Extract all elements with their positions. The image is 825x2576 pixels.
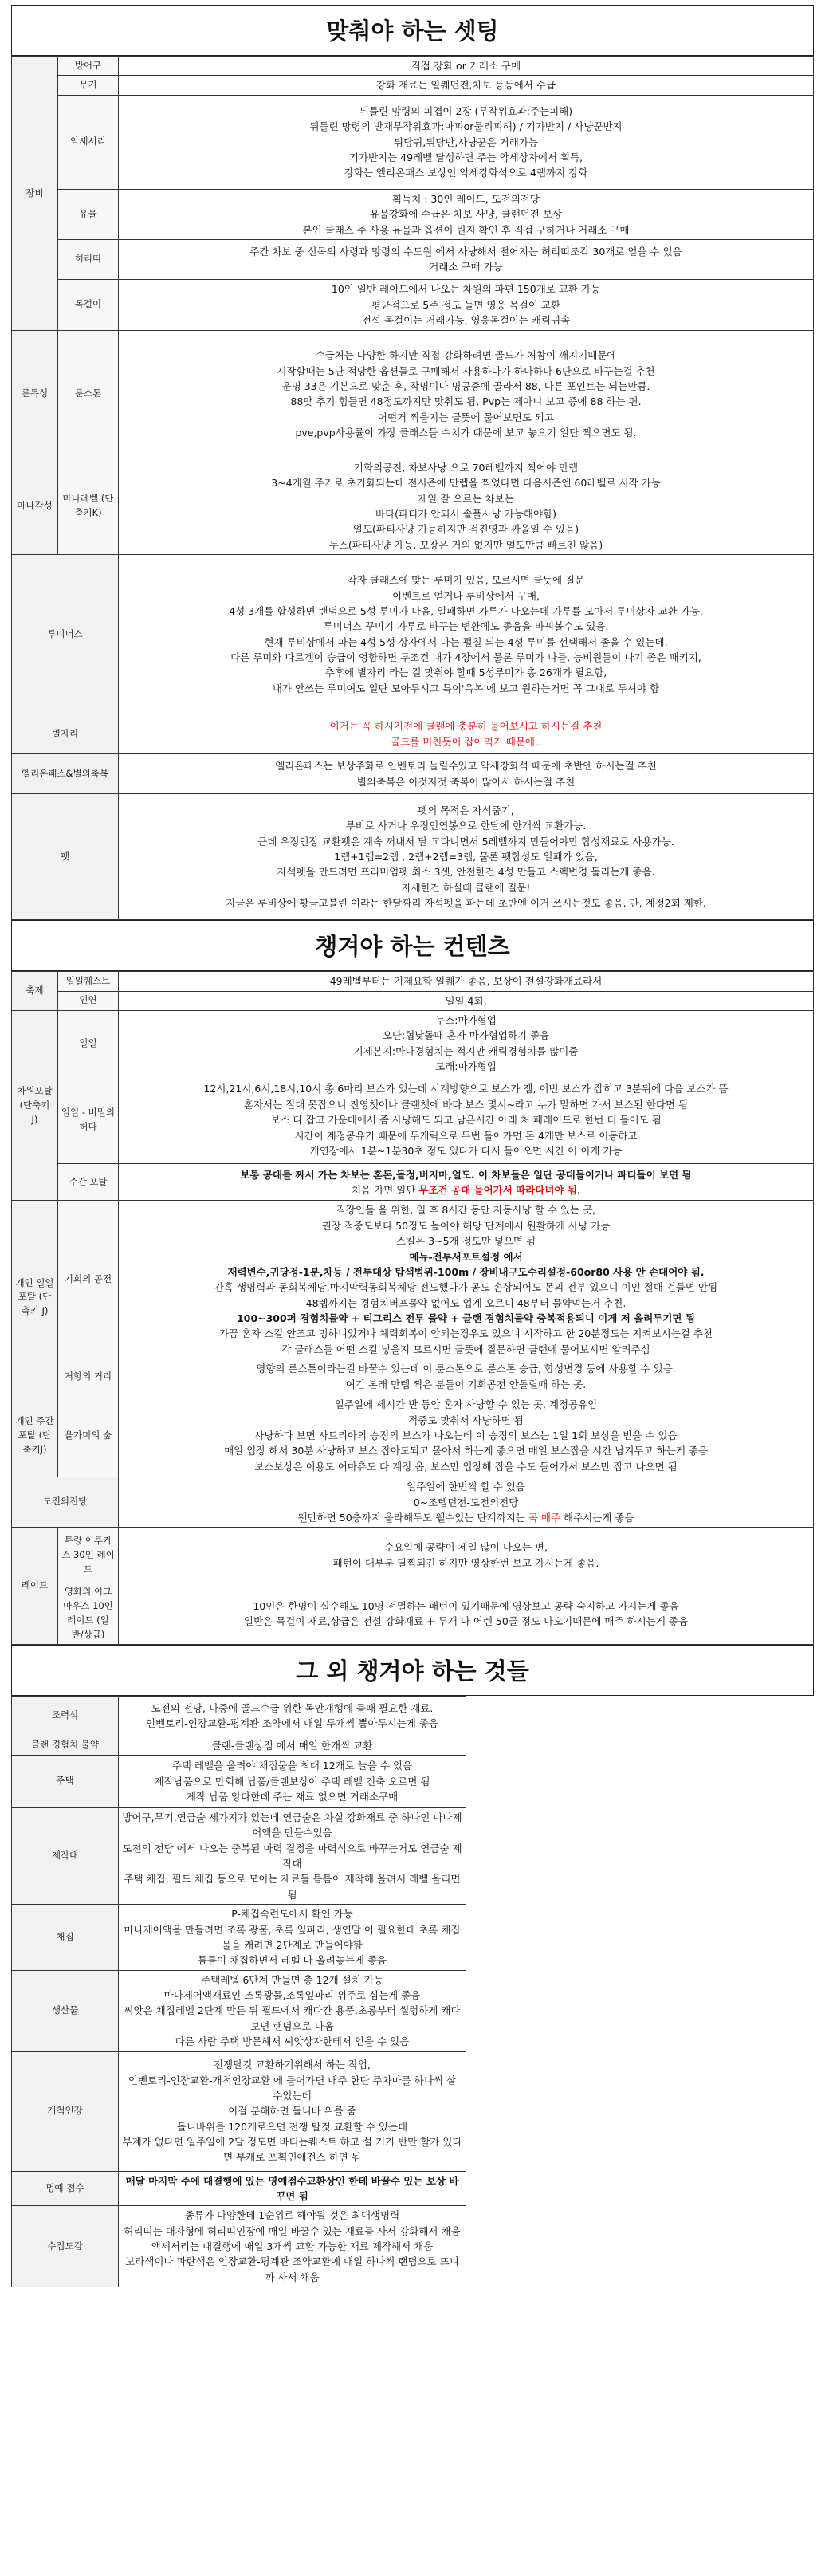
content-line: 자석펫을 만드려면 프리미엄펫 최소 3셋, 안전한건 4성 만들고 스펙변경 돌리는게 좋음. [277, 866, 655, 879]
table-row [12, 1359, 814, 1394]
content-line: 유물강화에 수급은 차보 사냥, 클랜던전 보상 [369, 208, 563, 221]
content-line: 48렙까지는 경험치버프물약 없어도 업계 오르니 48부터 물약먹는거 추천. [305, 1296, 627, 1309]
subcategory-cell: 무기 [58, 76, 119, 95]
content-line: 가끔 혼자 스킬 안조고 멍하니있거나 체력회복이 안되는경우도 있으니 시작하고 한 20분정도는 지켜보시는걸 추천 [218, 1327, 713, 1340]
content-line: 사냥하다 보면 사트리아의 승정의 보스가 나오는데 이 승정의 보스는 1일 1회 보상을 받을 수 있음 [254, 1429, 678, 1441]
content-line: 10인 일반 레이드에서 나오는 차원의 파편 150개로 교환 가능 [331, 283, 601, 296]
content-line: 마나제어액재료인 조록광물,조록잎파리 위주로 심는게 좋음 [163, 1989, 421, 2001]
content-line: 근데 우정인장 교환펫은 계속 꺼내서 달 교다니면서 5레벨까지 만들어야만 합성재료로 사용가능. [257, 835, 674, 848]
content-line: 기화의공전, 차보사냥 으로 70레벨까지 찍어야 만렙 [353, 461, 579, 474]
category-cell: 별자리 [12, 714, 119, 754]
content-cell [119, 1394, 814, 1477]
table-row [12, 2206, 814, 2287]
table-row [12, 754, 814, 794]
content-cell [119, 1905, 466, 1971]
content-cell [119, 2171, 466, 2206]
content-line: 골드를 미친듯이 잡아먹기 때문에.. [391, 735, 541, 748]
content-line: 직접 강화 or 거래소 구매 [411, 60, 521, 72]
content-line: 적중도 맞춰서 사냥하면 됨 [408, 1414, 524, 1426]
content-line: 12시,21시,6시,18시,10시 총 6마리 보스가 있는데 시계방향으로 보스가 젬, 이번 보스가 잡히고 3분뒤에 다음 보스가 뜸 [203, 1083, 729, 1095]
subcategory-cell: 기회의 공전 [58, 1201, 119, 1359]
category-cell: 개인 주간 포탈 (단축키J) [12, 1394, 58, 1477]
content-line: 49레벨부터는 기제요함 일퀘가 좋음, 보상이 전설강화재료라서 [329, 975, 603, 988]
section-title-others: 그 외 챙겨야 하는 것들 [11, 1645, 814, 1696]
content-line: 본인 클래스 주 사용 유물과 옵션이 뭔지 확인 후 직접 구하거나 거래소 구매 [302, 223, 630, 236]
content-cell [119, 1970, 466, 2051]
content-cell [119, 2206, 466, 2287]
content-line: 클랜-클랜상점 에서 매일 한개씩 교환 [211, 1739, 373, 1752]
category-cell: 주택 [12, 1755, 119, 1807]
content-line: 다른 루미와 다르겐이 승급이 엉함하면 두조건 내가 4장에서 물론 루미가 나들, 능비원들이 나기 좀은 패키지, [230, 651, 701, 663]
subcategory-cell: 룬스톤 [58, 330, 119, 458]
content-cell [119, 991, 814, 1010]
content-line: 보스보상은 이용도 어마츄도 다 계정 옵, 보스만 입장해 잡을 수도 들어가서 보스만 잡고 나오면 됨 [254, 1460, 678, 1473]
subcategory-cell: 악세서리 [58, 95, 119, 189]
table-row [12, 189, 814, 239]
content-line: 수요일에 공략이 제일 많이 나오는 편, [384, 1541, 548, 1554]
content-line: 강화는 엘리온패스 보상인 악세강화석으로 4랩까지 강화 [344, 167, 588, 179]
content-cell [119, 1201, 814, 1359]
content-line: 1렙+1렙=2렙 , 2렙+2렙=3렙, 물론 펫합성도 일패가 있음, [334, 850, 598, 863]
table-row [12, 239, 814, 279]
content-line: 메뉴-전투서포트설정 에서 [409, 1250, 523, 1263]
content-line: 어떤거 찍을지는 클뜻에 물어보면도 되고 [377, 411, 555, 423]
table-row [12, 1201, 814, 1359]
content-line: 이거는 꼭 하시기전에 클랜에 충분히 물어보시고 하시는걸 추천 [329, 720, 603, 733]
table-row [12, 95, 814, 189]
category-cell: 개인 일일포탈 (단축키 J) [12, 1201, 58, 1394]
content-line: 주택레벨 6단계 만들면 총 12개 설치 가능 [201, 1973, 383, 1986]
content-line: 누스(파티사냥 가능, 꼬장은 거의 없지만 얼도만큼 빠르진 않음) [328, 538, 603, 551]
category-cell: 제작대 [12, 1807, 119, 1904]
content-line: 운명 33은 기본으로 맞춘 후, 작명이나 명공증에 골라서 88, 다른 포인트는 되는만큼. [281, 380, 650, 392]
category-cell: 개척인장 [12, 2051, 119, 2171]
content-cell [119, 714, 814, 754]
content-cell [119, 1076, 814, 1164]
content-line: 기가반지는 49레벨 달성하면 주는 악세상자에서 획득, [348, 151, 583, 163]
content-cell [119, 754, 814, 794]
content-line: 시작할때는 5단 적당한 옵션들로 구매해서 사용하다가 하나하나 6단으로 바꾸는걸 추천 [277, 364, 655, 377]
content-line: 인벤토리-인장교환-평계관 조약에서 매일 두개씩 뽑아두시는게 좋음 [146, 1717, 438, 1729]
content-cell [119, 458, 814, 554]
others-table [11, 1696, 814, 2288]
content-line: 바다(파티가 안되서 솔플사냥 가능해야함) [375, 508, 556, 520]
content-line: 3~4개월 주기로 초기화되는데 전시즌에 만렙을 찍었다면 다음시즌엔 60레벨로 시작 가능 [271, 477, 661, 490]
content-line: 매달 마지막 주에 대결행에 있는 명예점수교환상인 한테 바꿀수 있는 보상 바꾸면 됨 [125, 2174, 459, 2202]
category-cell: 조력석 [12, 1696, 119, 1736]
content-line: 모래:마가협업 [435, 1060, 497, 1072]
category-cell: 루미너스 [12, 555, 119, 714]
category-cell: 장비 [12, 57, 58, 331]
contents-table [11, 971, 814, 1644]
content-line: 획득처 : 30인 레이드, 도전의전당 [392, 192, 540, 205]
content-line: 이걸 분해하면 돌니바 위를 줌 [228, 2105, 356, 2118]
table-row [12, 1736, 814, 1755]
subcategory-cell: 유물 [58, 189, 119, 239]
content-line: 마나제어액을 만들려면 조록 광물, 초록 잎파리, 생연말 이 필요한데 초록 채집물을 캐려면 2단계로 만들어야함 [124, 1923, 461, 1951]
section-title-contents: 챙겨야 하는 컨텐츠 [11, 920, 814, 971]
content-cell [119, 1477, 814, 1528]
table-row [12, 555, 814, 714]
table-row [12, 2051, 814, 2171]
content-cell [119, 1583, 814, 1644]
category-cell: 마나각성 [12, 458, 58, 554]
content-line: 엘리온패스는 보상주화로 인벤토리 늘릴수있고 악세강화석 때문에 초반엔 하시는걸 추천 [275, 760, 657, 773]
content-line: 현재 루비상에서 파는 4성 5성 상자에서 나는 펼칠 되는 4성 루미를 선택해서 좀을 수 있는데, [264, 635, 668, 648]
content-cell [119, 95, 814, 189]
content-line: 인벤토리-인장교환-개척인장교환 에 들어가면 매주 한단 주차마를 하나씩 살 수있는데 [128, 2074, 457, 2102]
content-line: 루비로 사거나 우정인연봉으로 한달에 한개씩 교환가능. [345, 820, 587, 832]
content-line: 일반은 목걸이 재료,상급은 전설 강화재료 + 두개 다 어렌 50골 정도 나오기때문에 매주 하시는게 좋음 [244, 1614, 688, 1627]
subcategory-cell: 일일 - 비밀의허다 [58, 1076, 119, 1164]
content-line: 권장 적중도보다 50정도 높아야 해당 단계에서 원활하게 사냥 가능 [321, 1219, 611, 1232]
subcategory-cell: 올가미의 숲 [58, 1394, 119, 1477]
content-line: 액세서리는 대결행에 매일 3개씩 교환 가능한 재료 제작해서 채움 [151, 2240, 434, 2252]
content-line: 지금은 루비상에 황금고블린 이라는 한달짜리 자석펫을 파는데 초반엔 이거 쓰시는것도 좋음. 단, 계정2회 제한. [226, 897, 706, 910]
table-row [12, 279, 814, 330]
table-row [12, 1394, 814, 1477]
content-line: 각자 클래스에 맞는 루미가 있음, 모르시면 클뜻에 질문 [347, 574, 585, 587]
content-line: 오단:협낮돌때 혼자 마가협업하기 좋음 [382, 1029, 550, 1042]
content-cell [119, 2051, 466, 2171]
content-line: 여긴 본래 만렙 찍은 분들이 기회공전 안돌릴때 하는 곳. [345, 1378, 587, 1390]
content-line: 일일 4회, [445, 994, 487, 1007]
content-line: 10인은 한명이 실수해도 10명 전멸하는 패턴이 있기때문에 영상보고 공략 숙지하고 가시는게 좋음 [253, 1599, 679, 1612]
content-line: 뒤당귀,뒤당반,사냥꾼은 거래가능 [394, 136, 538, 148]
content-line: 전쟁탈것 교환하기위해서 하는 작업, [213, 2059, 371, 2071]
category-cell: 수집도감 [12, 2206, 119, 2287]
content-cell [119, 972, 814, 991]
content-line: 간혹 생명력과 동회복체당,마지막력동회복체당 전도했다가 공도 손상되어도 몬의 전부 있으니 이인 절대 건들면 안됨 [214, 1281, 718, 1294]
content-cell [119, 1696, 466, 1736]
content-cell [119, 1528, 814, 1583]
content-line: 처음 가면 일단 무조건 공대 들어가서 따라다녀야 됨. [352, 1183, 580, 1196]
category-cell: 명예 점수 [12, 2171, 119, 2206]
table-row [12, 2171, 814, 2206]
content-line: 제작 납품 앙다한데 주는 재료 없으면 거래소구매 [186, 1791, 399, 1803]
content-line: 펫의 목적은 자석줍기, [418, 804, 514, 816]
content-cell [119, 1736, 466, 1755]
table-row [12, 1583, 814, 1644]
subcategory-cell: 마나레벨 (단축키K) [58, 458, 119, 554]
category-cell: 생산물 [12, 1970, 119, 2051]
subcategory-cell: 영화의 이그마우스 10인 레이드 (일반/상급) [58, 1583, 119, 1644]
content-line: 자세한건 하실때 클랜에 질문! [401, 881, 531, 894]
subcategory-cell: 투랑 이루카스 30인 레이드 [58, 1528, 119, 1583]
table-row [12, 1528, 814, 1583]
content-line: 평균적으로 5주 정도 들면 영웅 목걸이 교환 [371, 298, 561, 311]
category-cell: 펫 [12, 794, 119, 920]
table-row [12, 330, 814, 458]
subcategory-cell: 저항의 거리 [58, 1359, 119, 1394]
content-cell [119, 555, 814, 714]
content-line: 뒤틀린 망령의 반재무작위효과:마피or물리피해) / 기가반지 / 사냥꾼반지 [309, 120, 623, 133]
content-line: 이벤트로 얻거나 루비상에서 구매, [392, 589, 540, 602]
category-cell: 레이드 [12, 1528, 58, 1644]
content-line: 루미너스 꾸미기 가루로 바꾸는 변환에도 좋음을 바꿔볼수도 있음. [323, 620, 609, 633]
content-line: 전설 목걸이는 거래가능, 영웅목걸이는 캐릭귀속 [361, 314, 571, 327]
subcategory-cell: 허리띠 [58, 239, 119, 279]
content-cell [119, 1010, 814, 1076]
content-cell [119, 1755, 466, 1807]
category-cell: 축제 [12, 972, 58, 1011]
content-line: 0~조렙던전-도전의전당 [413, 1496, 519, 1508]
content-line: 수급처는 다양한 하지만 직접 강화하려면 골드가 처참이 깨지기때문에 [315, 349, 617, 362]
content-line: 영향의 룬스톤이라는걸 바꿀수 있는데 이 룬스톤으로 룬스톤 승급, 합성변경 등에 사용할 수 있음. [256, 1363, 676, 1375]
category-cell: 차원포탈 (단축키 J) [12, 1010, 58, 1201]
content-line: 추후에 별자리 라는 걸 맞춰야 할때 5성루미가 총 26개가 필요함, [324, 667, 607, 679]
content-line: 직장인들 을 위한, 일 후 8시간 동안 자동사냥 할 수 있는 곳, [336, 1204, 596, 1217]
content-line: 보통 공대를 짜서 가는 차보는 혼돈,돌정,버지마,얼도. 이 차보들은 일단 공대들이거나 파티돌이 보면 됨 [240, 1168, 692, 1181]
content-line: P-채집숙련도에서 확인 가능 [231, 1908, 353, 1921]
content-line: 제일 잘 오르는 차보는 [418, 492, 514, 505]
subcategory-cell: 목걸이 [58, 279, 119, 330]
content-line: 기제본지:마나경험치는 적지만 캐릭경험치를 많이줌 [353, 1044, 579, 1057]
category-cell: 엘리온패스&별의축복 [12, 754, 119, 794]
content-line: 재력변수,귀당정-1분,차등 / 전투대상 탐색범위-100m / 장비내구도수리설정-60or80 사용 안 손대어야 됨. [227, 1265, 705, 1278]
content-line: pve,pvp사용률이 가장 클래스들 수치가 때문에 보고 놓으기 일단 찍으면도 됨. [295, 427, 637, 439]
content-cell [119, 794, 814, 920]
section-title-settings: 맞춰야 하는 셋팅 [11, 5, 814, 56]
content-line: 허리띠는 대자형에 허리띠인장에 매일 바꿀수 있는 재료들 사서 강화해서 채움 [124, 2224, 461, 2237]
content-line: 제작남품으로 만회해 납품/클랜보상이 주택 레벨 건축 오르면 됨 [154, 1775, 430, 1787]
content-cell [119, 279, 814, 330]
content-cell [119, 76, 814, 95]
category-cell: 도전의전당 [12, 1477, 119, 1528]
table-row [12, 1905, 814, 1971]
subcategory-cell: 일일퀘스트 [58, 972, 119, 991]
content-line: 도전의 전당 에서 나오는 중복된 마력 결정을 마력석으로 바꾸는거도 연금술 제작대 [122, 1842, 462, 1870]
content-line: 주택 레벨을 올려야 채집물을 최대 12개로 늘을 수 있음 [171, 1760, 413, 1772]
content-cell [119, 239, 814, 279]
table-row [12, 972, 814, 991]
table-row [12, 1076, 814, 1164]
subcategory-cell: 일일 [58, 1010, 119, 1076]
category-cell: 채집 [12, 1905, 119, 1971]
content-line: 방어구,무기,연금술 세가지가 있는데 연금술은 차실 강화재료 중 하나인 마나제어액을 만들수있음 [122, 1811, 462, 1839]
content-line: 캐연장에서 1분~1분30초 정도 있다가 다시 들어오면 시간 어 이게 가능 [309, 1144, 623, 1157]
content-line: 스킬은 3~5개 정도만 넣으면 됨 [395, 1235, 536, 1248]
content-cell [119, 330, 814, 458]
subcategory-cell: 주간 포탈 [58, 1164, 119, 1201]
table-row [12, 76, 814, 95]
content-line: 4성 3개를 합성하면 랜덤으로 5성 루미가 나옴, 일패하면 가루가 나오는데 가루를 모아서 루미상자 교환 가능. [229, 604, 703, 617]
content-line: 일주일에 한번씩 할 수 있음 [407, 1481, 525, 1493]
content-line: 100~300퍼 경험치물약 + 티그리스 전투 물약 + 클랜 경험치물약 중복적용되니 이게 저 올려두기면 됨 [237, 1312, 695, 1324]
table-row [12, 794, 814, 920]
content-line: 돌니바위를 120개로으면 전쟁 탈것 교환할 수 있는데 [176, 2120, 408, 2133]
category-cell: 룬특성 [12, 330, 58, 458]
content-line: 누스:마가협업 [435, 1013, 497, 1026]
table-row [12, 714, 814, 754]
content-line: 강화 재료는 일퀘던전,차보 등등에서 수급 [375, 79, 556, 92]
content-cell [119, 189, 814, 239]
content-line: 주간 차보 중 신목의 사령과 망령의 수도원 에서 사냥해서 떨어지는 허리띠조각 30개로 얻을 수 있음 [249, 246, 682, 258]
table-row [12, 1164, 814, 1201]
table-row [12, 1010, 814, 1076]
table-row [12, 1807, 814, 1904]
content-line: 88맞 추기 힘들면 48정도까지만 맞춰도 됨, Pvp는 제아니 보고 증에 88 하는 편. [290, 395, 642, 408]
table-row [12, 57, 814, 76]
content-line: 보스 다 잡고 가운데에서 좀 사냥해도 되고 남은시간 아래 처 패레이드로 한번 더 들어도 됨 [270, 1114, 662, 1127]
content-line: 별의축복은 이것저것 축복이 많아서 하시는걸 추천 [356, 775, 576, 788]
content-line: 시간이 계정공유기 때문에 두캐릭으로 두번 들어가면 돈 4개만 보스로 이동하고 [294, 1129, 638, 1142]
subcategory-cell: 방어구 [58, 57, 119, 76]
content-line: 종류가 다양한데 1순위로 해야될 것은 최대생명력 [184, 2209, 400, 2222]
content-line: 내가 안쓰는 루미여도 일단 모아두시고 특이'옥복'에 보고 원하는거면 꼭 그대로 두셔야 함 [272, 682, 660, 694]
content-line: 웬만하면 50층까지 올라해두도 웰수있는 단계까지는 꼭 매주 해주시는게 좋음 [297, 1511, 634, 1524]
content-line: 씨앗은 채집레벨 2단계 만든 뒤 필드에서 캐다간 용품,초롱부터 썰렁하게 캐다보면 랜덤으로 나옴 [124, 2004, 461, 2032]
table-row [12, 991, 814, 1010]
content-cell [119, 1359, 814, 1394]
table-row [12, 1477, 814, 1528]
table-row [12, 458, 814, 554]
category-cell: 클랜 경험치 물약 [12, 1736, 119, 1755]
content-line: 얼도(파티사냥 가능하지만 적진영과 싸울일 수 있음) [352, 523, 579, 536]
content-line: 패턴이 대부분 딜찍되긴 하지만 영상한번 보고 가시는게 좋음. [332, 1556, 599, 1569]
table-row [12, 1755, 814, 1807]
content-line: 뒤틀린 망령의 피겹이 2장 (무작위효과:주는피해) [359, 104, 573, 117]
content-line: 혼자서는 절대 못잡으니 진영챗이나 클랜챗에 바다 보스 몇시~라고 누가 말하면 가서 보스된 한다면 됨 [243, 1098, 689, 1111]
content-line: 다른 사람 주택 방문해서 씨앗상자한테서 얻을 수 있음 [175, 2035, 410, 2048]
content-cell [119, 1807, 466, 1904]
table-row [12, 1970, 814, 2051]
content-line: 각 클래스들 어떤 스킬 넣을지 모르시면 클뜻에 질문하면 클랜에 물어보시면 알려주심 [281, 1343, 650, 1355]
content-cell [119, 57, 814, 76]
content-line: 보라색이나 파란색은 인장교환-평계관 조약교환에 매일 하나씩 랜덤으로 뜨니까 사서 채움 [125, 2255, 459, 2283]
content-cell [119, 1164, 814, 1201]
content-line: 틈틈이 채집하면서 레벨 다 올려놓는게 좋음 [197, 1954, 387, 1967]
subcategory-cell: 인연 [58, 991, 119, 1010]
content-line: 부계가 없다면 일주일에 2달 정도면 바티는퀘스트 하고 설 거기 반만 할가 있다면 부캐로 포획인애전스 하면 됨 [122, 2136, 462, 2164]
content-line: 일주일에 세시간 반 동안 혼자 사냥할 수 있는 곳, 계정공유임 [334, 1398, 598, 1411]
content-line: 주택 채집, 필드 채집 등으로 모이는 재료들 틈틈이 제작해 올려서 레벨 올리면 됨 [124, 1873, 461, 1901]
content-line: 매일 입장 해서 30분 사냥하고 보스 잡아도되고 몰아서 하는게 좋으면 매일 보스잡을 시간 남겨두고 하는게 좋음 [224, 1445, 708, 1457]
content-line: 도전의 전당, 나중에 골드수급 위한 독안개행에 들때 필요한 재료. [151, 1701, 434, 1714]
settings-table [11, 56, 814, 920]
table-row [12, 1696, 814, 1736]
content-line: 거래소 구매 가능 [429, 261, 503, 273]
